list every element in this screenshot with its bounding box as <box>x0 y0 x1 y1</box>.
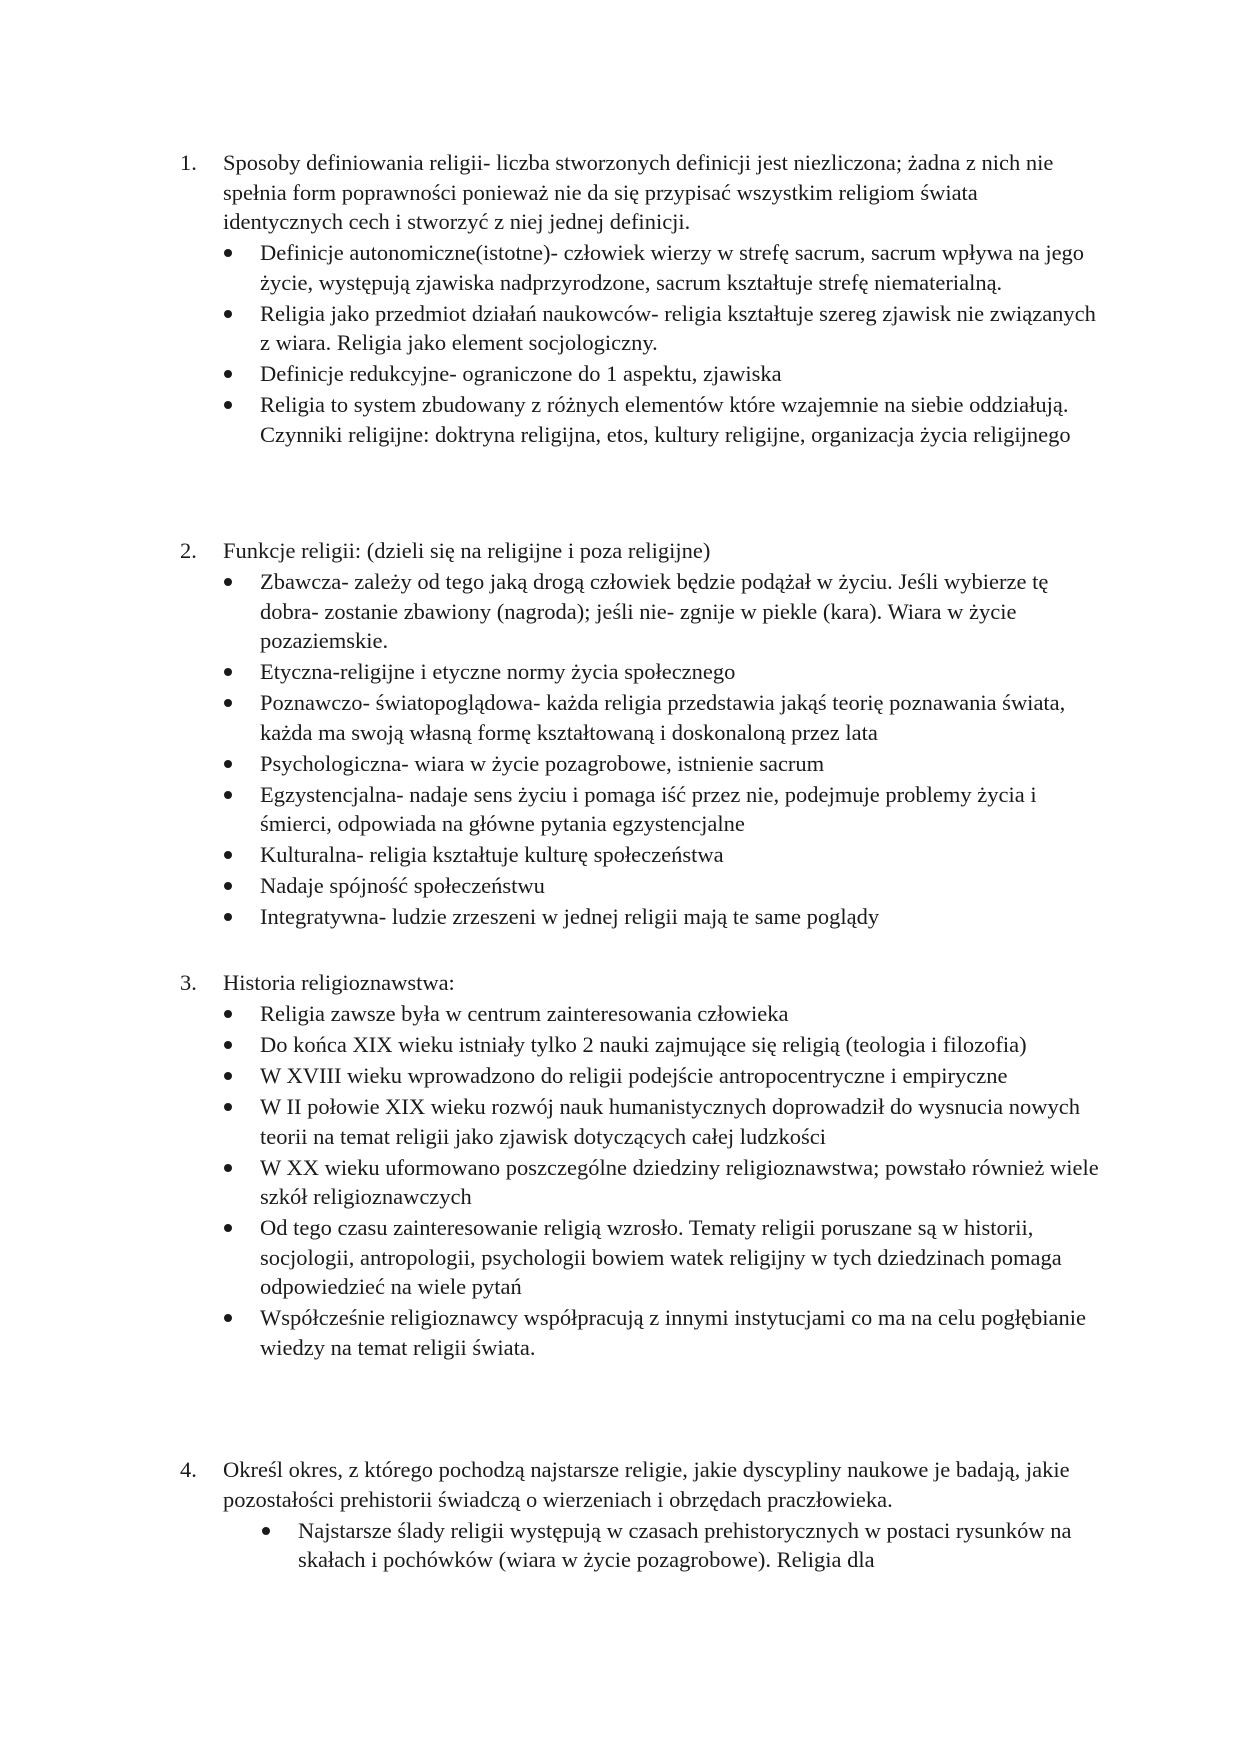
bullet-icon <box>224 882 232 890</box>
list-item-text: Psychologiczna- wiara w życie pozagrobowe, istnienie sacrum <box>260 750 825 776</box>
list-item <box>180 749 1100 779</box>
bullet-icon <box>224 851 232 859</box>
list-item-text: Współcześnie religioznawcy współpracują z innymi instytucjami co ma na celu pogłębianie wiedzy na temat religii świata. <box>260 1305 1086 1360</box>
section-2 <box>180 536 1100 932</box>
section-4 <box>180 1455 1100 1575</box>
list-item-text: Do końca XIX wieku istniały tylko 2 nauki zajmujące się religią (teologia i filozofia) <box>260 1032 1027 1057</box>
section-number: 4. <box>180 1457 197 1482</box>
list-item <box>180 238 1100 297</box>
section-1 <box>180 148 1100 449</box>
bullet-icon <box>224 1072 232 1080</box>
bullet-icon <box>224 1041 232 1049</box>
list-item <box>180 1092 1100 1151</box>
list-item-text: Definicje autonomiczne(istotne)- człowiek wierzy w strefę sacrum, sacrum wpływa na jego życie, występują zjawiska nadprzyrodzone, sacrum kształtuje strefę niematerialną. <box>260 240 1085 295</box>
list-item-text: Etyczna-religijne i etyczne normy życia społecznego <box>260 659 736 684</box>
list-item <box>180 902 1100 932</box>
bullet-list <box>180 1516 1100 1575</box>
bullet-list <box>180 567 1100 932</box>
list-item-text: Integratywna- ludzie zrzeszeni w jednej religii mają te same poglądy <box>260 904 880 929</box>
bullet-icon <box>224 370 232 378</box>
list-item-text: Najstarsze ślady religii występują w czasach prehistorycznych w postaci rysunków na skałach i pochówków (wiara w życie pozagrobowe). Religia dla <box>298 1517 1072 1572</box>
bullet-icon <box>224 913 232 921</box>
list-item <box>180 999 1100 1029</box>
bullet-icon <box>224 1164 232 1172</box>
section-number: 3. <box>180 970 197 995</box>
bullet-icon <box>224 1010 232 1018</box>
list-item-text: Egzystencjalna- nadaje sens życiu i pomaga iść przez nie, podejmuje problemy życia i śmierci, odpowiada na główne pytania egzystencjalne <box>260 781 1037 836</box>
bullet-icon <box>224 791 232 799</box>
list-item-text: Definicje redukcyjne- ograniczone do 1 aspektu, zjawiska <box>260 361 782 386</box>
list-item <box>180 567 1100 656</box>
bullet-icon <box>224 1314 232 1322</box>
list-item-text: Religia to system zbudowany z różnych elementów które wzajemnie na siebie oddziałują. Czynniki religijne: doktryna religijna, etos, kultury religijne, organizacja życia religijnego <box>260 392 1071 447</box>
section-heading: Sposoby definiowania religii- liczba stworzonych definicji jest niezliczona; żadna z nich nie spełnia form poprawności ponieważ nie da się przypisać wszystkim religiom świata identycznych cech i stworzyć z niej jednej definicji. <box>223 150 1054 234</box>
section-heading: Określ okres, z którego pochodzą najstarsze religie, jakie dyscypliny naukowe je badają, jakie pozostałości prehistorii świadczą o wierzeniach i obrzędach praczłowieka. <box>223 1457 1070 1512</box>
section-heading: Historia religioznawstwa: <box>223 970 455 995</box>
bullet-list <box>180 999 1100 1362</box>
list-item <box>180 1516 1100 1575</box>
list-item-text: Religia jako przedmiot działań naukowców- religia kształtuje szereg zjawisk nie związanych z wiara. Religia jako element socjologiczny. <box>260 300 1096 355</box>
list-item <box>180 657 1100 687</box>
list-item <box>180 1303 1100 1362</box>
list-item <box>180 299 1100 358</box>
list-item <box>180 359 1100 389</box>
list-item-text: Religia zawsze była w centrum zainteresowania człowieka <box>260 1001 789 1026</box>
list-item <box>180 840 1100 870</box>
list-item <box>180 1030 1100 1060</box>
bullet-icon <box>224 699 232 707</box>
bullet-icon <box>224 1224 232 1232</box>
list-item <box>180 688 1100 747</box>
bullet-icon <box>224 578 232 586</box>
list-item-text: W II połowie XIX wieku rozwój nauk humanistycznych doprowadził do wysnucia nowych teorii na temat religii jako zjawisk dotyczących całej ludzkości <box>260 1094 1081 1149</box>
list-item-text: Poznawczo- światopoglądowa- każda religia przedstawia jakąś teorię poznawania świata, każda ma swoją własną formę kształtowaną i doskonaloną przez lata <box>260 690 1066 745</box>
section-3 <box>180 968 1100 1362</box>
bullet-icon <box>224 760 232 768</box>
section-heading: Funkcje religii: (dzieli się na religijne i poza religijne) <box>223 538 711 563</box>
section-number: 1. <box>180 150 197 175</box>
list-item <box>180 1061 1100 1091</box>
bullet-list <box>180 238 1100 449</box>
bullet-icon <box>224 310 232 318</box>
bullet-icon <box>224 401 232 409</box>
list-item-text: Nadaje spójność społeczeństwu <box>260 873 545 898</box>
list-item <box>180 1153 1100 1212</box>
list-item-text: W XX wieku uformowano poszczególne dziedziny religioznawstwa; powstało również wiele szkół religioznawczych <box>260 1154 1099 1209</box>
list-item <box>180 390 1100 449</box>
list-item-text: Zbawcza- zależy od tego jaką drogą człowiek będzie podążał w życiu. Jeśli wybierze tę dobra- zostanie zbawiony (nagroda); jeśli nie- zgnije w piekle (kara). Wiara w życie pozaziemskie. <box>260 569 1049 653</box>
list-item-text: Kulturalna- religia kształtuje kulturę społeczeństwa <box>260 842 724 867</box>
bullet-icon <box>224 249 232 257</box>
bullet-icon <box>224 668 232 676</box>
list-item-text: W XVIII wieku wprowadzono do religii podejście antropocentryczne i empiryczne <box>260 1063 1008 1088</box>
bullet-icon <box>224 1103 232 1111</box>
list-item-text: Od tego czasu zainteresowanie religią wzrosło. Tematy religii poruszane są w historii, socjologii, antropologii, psychologii bowiem watek religijny w tych dziedzinach pomaga odpowiedzieć na wiele pytań <box>260 1215 1062 1299</box>
bullet-icon <box>262 1527 270 1535</box>
list-item <box>180 1213 1100 1302</box>
list-item <box>180 780 1100 839</box>
section-number: 2. <box>180 538 197 563</box>
list-item <box>180 871 1100 901</box>
